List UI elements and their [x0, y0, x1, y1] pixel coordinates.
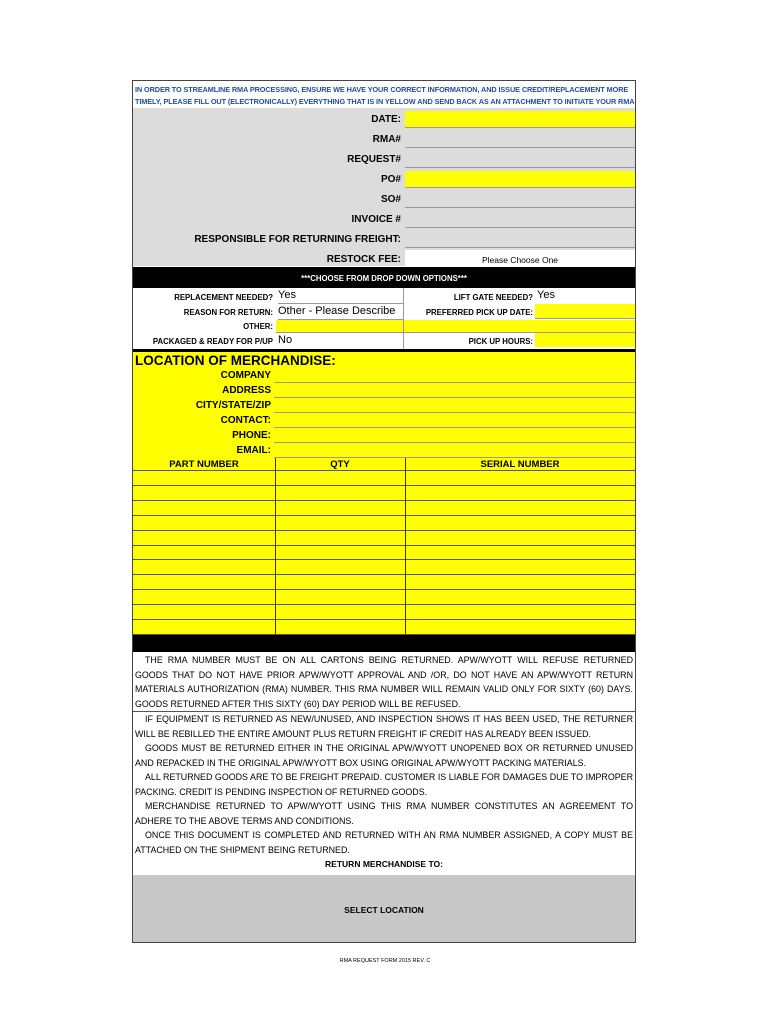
qty-header: QTY	[330, 459, 350, 470]
terms-paragraph: ONCE THIS DOCUMENT IS COMPLETED AND RETURNED WITH AN RMA NUMBER ASSIGNED, A COPY MUST BE ATTACHED ON THE SHIPMENT BEING RETURNED.	[135, 830, 633, 855]
terms-paragraph: THE RMA NUMBER MUST BE ON ALL CARTONS BEING RETURNED. APW/WYOTT WILL REFUSE RETURNED GOODS THAT DO NOT HAVE PRIOR APW/WYOTT APPROVAL AND /OR, DO NOT HAVE AN APW/WYOTT RETURN MATERIALS AUTHORIZATION (RMA) NUMBER. THIS RMA NUMBER WILL REMAIN VALID ONLY FOR SIXTY (60) DAYS. GOODS RETURNED AFTER THIS SIXTY (60) DAY PERIOD WILL BE REFUSED.	[135, 655, 633, 709]
liftgate-value: Yes	[537, 289, 555, 301]
select-location-dropdown[interactable]	[133, 875, 635, 942]
table-row-line	[133, 634, 635, 635]
invoice-field[interactable]	[405, 211, 635, 228]
rma-form	[132, 80, 636, 943]
select-location-text: SELECT LOCATION	[344, 905, 424, 915]
request-field[interactable]	[405, 151, 635, 168]
contact-field[interactable]	[274, 414, 635, 428]
table-row-line	[133, 470, 635, 471]
pickup-hours-field[interactable]	[535, 333, 635, 347]
pickup-hours-label: PICK UP HOURS:	[468, 337, 533, 346]
restock-label: RESTOCK FEE:	[326, 254, 401, 265]
reason-select[interactable]	[278, 305, 403, 320]
terms-paragraph: IF EQUIPMENT IS RETURNED AS NEW/UNUSED, AND INSPECTION SHOWS IT HAS BEEN USED, THE RETURNER WILL BE REBILLED THE ENTIRE AMOUNT PLUS RETURN FREIGHT IF CREDIT HAS ALREADY BEEN ISSUED.	[135, 714, 633, 739]
freight-field[interactable]	[405, 231, 635, 248]
location-title: LOCATION OF MERCHANDISE:	[135, 353, 336, 368]
freight-label: RESPONSIBLE FOR RETURNING FREIGHT:	[194, 234, 401, 245]
other-label: OTHER:	[243, 322, 273, 331]
packaged-select[interactable]	[278, 334, 403, 348]
restock-select[interactable]	[405, 250, 635, 267]
address-label: ADDRESS	[222, 385, 271, 396]
company-label: COMPANY	[220, 370, 271, 381]
table-row-line	[133, 619, 635, 620]
table-row-line	[133, 530, 635, 531]
terms-paragraph: GOODS MUST BE RETURNED EITHER IN THE ORIGINAL APW/WYOTT UNOPENED BOX OR RETURNED UNUSED AND REPACKED IN THE ORIGINAL APW/WYOTT BOX USING ORIGINAL APW/WYOTT PACKING MATERIALS.	[135, 743, 633, 768]
dropdown-bar	[133, 267, 635, 288]
pickup-date-field[interactable]	[535, 304, 635, 319]
table-row-line	[133, 500, 635, 501]
restock-value: Please Choose One	[481, 255, 559, 265]
reason-value: Other - Please Describe	[278, 305, 396, 317]
part-number-header: PART NUMBER	[169, 459, 239, 470]
email-label: EMAIL:	[236, 445, 271, 456]
contact-label: CONTACT:	[220, 415, 271, 426]
replacement-select[interactable]	[278, 289, 403, 304]
replacement-value: Yes	[278, 289, 296, 301]
return-to-label: RETURN MERCHANDISE TO:	[325, 859, 443, 869]
intro-text: IN ORDER TO STREAMLINE RMA PROCESSING, ENSURE WE HAVE YOUR CORRECT INFORMATION, AND ISSUE CREDIT/REPLACEMENT MORE TIMELY, PLEASE FILL OUT (ELECTRONICALLY) EVERYTHING THAT IS IN YELLOW AND SEND BACK AS AN ATTACHMENT TO INITIATE YOUR RMA	[135, 85, 635, 106]
table-column-line	[405, 458, 406, 634]
packaged-label: PACKAGED & READY FOR P/UP	[152, 337, 273, 346]
so-label: SO#	[380, 194, 401, 205]
email-field[interactable]	[274, 444, 635, 458]
dropdown-divider	[403, 288, 404, 350]
city-label: CITY/STATE/ZIP	[195, 400, 271, 411]
po-label: PO#	[380, 174, 401, 185]
rma-field[interactable]	[405, 131, 635, 148]
packaged-value: No	[278, 334, 293, 346]
invoice-label: INVOICE #	[351, 214, 401, 225]
dropdown-bar-text: ***CHOOSE FROM DROP DOWN OPTIONS***	[301, 274, 467, 283]
company-field[interactable]	[274, 369, 635, 383]
table-row-line	[133, 485, 635, 486]
replacement-label: REPLACEMENT NEEDED?	[174, 293, 273, 302]
liftgate-select[interactable]	[537, 289, 635, 303]
table-row-line	[133, 559, 635, 560]
pickup-date-label: PREFERRED PICK UP DATE:	[425, 308, 533, 317]
serial-number-header: SERIAL NUMBER	[480, 459, 560, 470]
request-label: REQUEST#	[347, 154, 401, 165]
table-row-line	[133, 515, 635, 516]
parts-table[interactable]	[133, 470, 635, 634]
phone-field[interactable]	[274, 429, 635, 443]
footer-text: RMA REQUEST FORM 2015 REV. C	[339, 958, 431, 964]
terms-paragraph: MERCHANDISE RETURNED TO APW/WYOTT USING THIS RMA NUMBER CONSTITUTES AN AGREEMENT TO ADHERE TO THE ABOVE TERMS AND CONDITIONS.	[135, 801, 633, 826]
terms-block-2	[133, 712, 635, 857]
other-field[interactable]	[276, 320, 635, 333]
city-field[interactable]	[274, 399, 635, 413]
terms-block-1	[133, 653, 635, 711]
reason-label: REASON FOR RETURN:	[183, 308, 273, 317]
table-column-line	[275, 458, 276, 634]
so-field[interactable]	[405, 191, 635, 208]
liftgate-label: LIFT GATE NEEDED?	[453, 293, 533, 302]
phone-label: PHONE:	[232, 430, 271, 441]
address-field[interactable]	[274, 384, 635, 398]
rma-label: RMA#	[372, 134, 401, 145]
po-field[interactable]	[405, 171, 635, 188]
terms-paragraph: ALL RETURNED GOODS ARE TO BE FREIGHT PREPAID. CUSTOMER IS LIABLE FOR DAMAGES DUE TO IMPROPER PACKING. CREDIT IS PENDING INSPECTION OF RETURNED GOODS.	[135, 772, 633, 797]
date-field[interactable]	[405, 111, 635, 128]
table-row-line	[133, 545, 635, 546]
terms-divider	[133, 634, 635, 652]
table-row-line	[133, 574, 635, 575]
date-label: DATE:	[371, 114, 401, 125]
table-row-line	[133, 589, 635, 590]
table-row-line	[133, 604, 635, 605]
